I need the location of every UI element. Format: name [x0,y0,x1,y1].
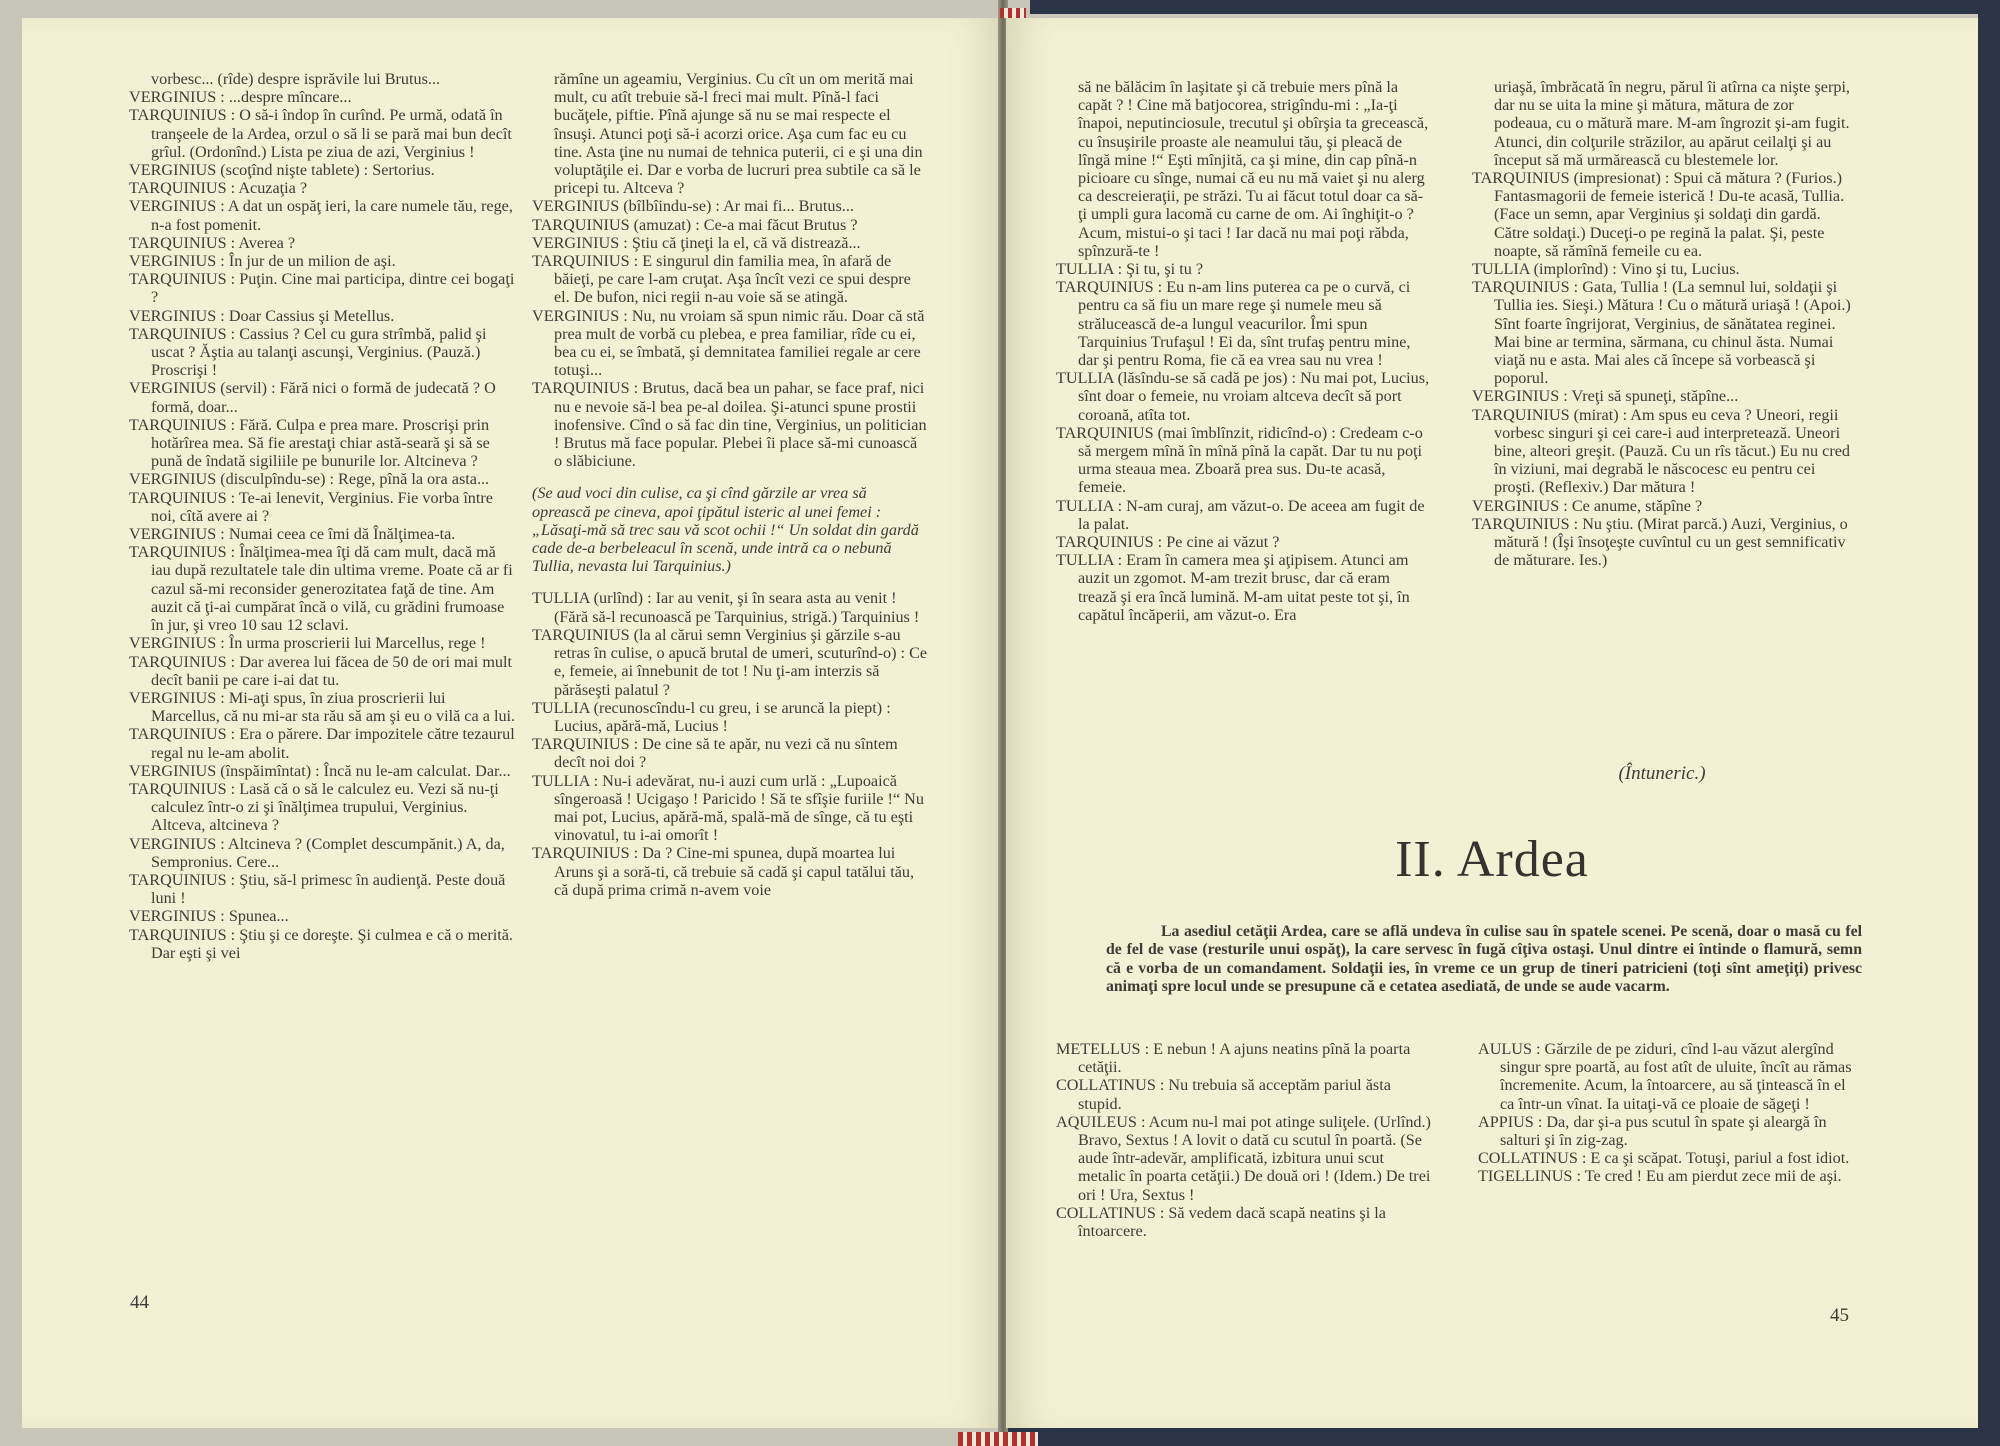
dialogue-line: TARQUINIUS : Înălţimea-mea îţi dă cam mult, dacă mă iau după rezultatele tale din ultima vreme. Poate că ar fi cazul să-mi reconsider generozitatea faţă de tine. Am auzit că ţi-ai cumpărat încă o vilă, cu grădini frumoase în jur, şi vreo 10 sau 12 sclavi. [129,543,513,635]
dialogue-line: rămîne un ageamiu, Verginius. Cu cît un om merită mai mult, cu atît trebuie să-l freci mai mult. Pînă-l faci bucăţele, piftie. Pînă ajunge să nu se mai respecte el însuşi. Atunci poţi să-i acorzi orice. Aşa cum fac eu cu tine. Asta ţine nu numai de tehnica puterii, ci e şi una din voluptăţile ei. Dar e vorba de lucruri prea subtile ca să le pricepi tu. Altceva ? [554,70,923,198]
dialogue-line: VERGINIUS (servil) : Fără nici o formă de judecată ? O formă, doar... [129,379,496,416]
dialogue-line: TARQUINIUS : Te-ai lenevit, Verginius. Fie vorba între noi, cîtă avere ai ? [129,488,493,525]
dialogue-line: VERGINIUS : Spunea... [129,907,289,926]
right-page [1006,18,1978,1428]
dialogue-line: TARQUINIUS : Lasă că o să le calculez eu. Vezi să nu-ţi calculez într-o zi şi înălţimea trupului, Verginius. Altceva, altcineva ? [129,779,499,835]
dialogue-line: TIGELLINUS : Te cred ! Eu am pierdut zece mii de aşi. [1478,1167,1842,1186]
dialogue-line: TARQUINIUS : Dar averea lui făcea de 50 de ori mai mult decît banii pe care i-ai dat tu. [129,652,513,689]
dialogue-line: TARQUINIUS : Da ? Cine-mi spunea, după moartea lui Aruns şi a soră-ti, că trebuie să cadă şi capul tatălui tău, că după prima crimă n-avem voie [532,844,915,899]
dialogue-line: COLLATINUS : Să vedem dacă scapă neatins şi la întoarcere. [1056,1203,1386,1241]
dialogue-line: TULLIA : Eram în camera mea şi aţipisem. Atunci am auzit un zgomot. M-am trezit brusc, dar că eram trează şi era încă lumină. M-am uitat peste tot şi, în capătul încăperii, am văzut-o. Era [1056,551,1410,624]
dialogue-line: TARQUINIUS : Fără. Culpa e prea mare. Proscrişi prin hotărîrea mea. Să fie arestaţi chiar astă-seară şi să se pună de îndată sigiliile pe bunurile lor. Altcineva ? [129,415,490,471]
dialogue-line: TULLIA (recunoscîndu-l cu greu, i se aruncă la piept) : Lucius, apără-mă, Lucius ! [532,698,891,735]
dialogue-line: vorbesc... (rîde) despre isprăvile lui Brutus... [151,70,441,88]
book-cover-edge [1006,1428,2000,1446]
dialogue-line: VERGINIUS (bîlbîindu-se) : Ar mai fi... Brutus... [532,197,854,216]
stage-direction-text: La asediul cetăţii Ardea, care se află undeva în culise sau în spatele scenei. Pe scenă, doar o masă cu fel de fel de vase (resturile unui ospăţ), la care servesc în fugă cîţiva ostaşi. Unul dintre ei întinde o flamură, semn că e vorba de un comandament. Soldaţii ies, în vreme ce un grup de tineri patricieni (toţi sînt ameţiţi) privesc animaţi spre locul unde se presupune că e cetatea asediată, de unde se aude vacarm. [1106,923,1862,996]
dialogue-line: VERGINIUS : Altcineva ? (Complet descumpănit.) A, da, Sempronius. Cere... [129,834,505,871]
right-page-column-1 [1056,78,1430,624]
dialogue-line: VERGINIUS : Nu, nu vroiam să spun nimic rău. Doar că stă prea mult de vorbă cu plebea, e prea familiar, rîde cu ei, bea cu ei, se îmbată, şi demnitatea familiei regale ar cere totuşi... [532,306,925,380]
dialogue-line: TARQUINIUS : Gata, Tullia ! (La semnul lui, soldaţii şi Tullia ies. Sieşi.) Mătura ! Cu o mătură uriaşă ! (Apoi.) Sînt foarte îngrijorat, Verginius, de sănătatea reginei. Mai bine ar termina, sărmana, cu chinul ăsta. Numai viaţă nu e asta. Mai ales că începe să vorbească şi poporul. [1472,278,1851,388]
dialogue-line: APPIUS : Da, dar şi-a pus scutul în spate şi aleargă în salturi şi în zig-zag. [1478,1112,1827,1150]
dialogue-line: VERGINIUS : Numai ceea ce îmi dă Înălţimea-ta. [129,525,456,544]
page-number: 45 [1830,1305,1849,1326]
dialogue-line: TARQUINIUS : Acuzaţia ? [129,179,308,198]
right-page-column-2 [1472,78,1852,569]
dialogue-line: TULLIA : Nu-i adevărat, nu-i auzi cum urlă : „Lupoaică sîngeroasă ! Ucigaşo ! Paricido ! Să te sfîşie furiile !“ Nu mai pot, Lucius, apără-mă, spală-mă de sînge, că tu eşti vinovatul, tu i-ai omorît ! [532,771,924,845]
dialogue-line: TARQUINIUS : Averea ? [129,233,296,252]
left-page-column-1 [129,70,516,962]
dialogue-line: TARQUINIUS : Eu n-am lins puterea ca pe o curvă, ci pentru ca să fiu un mare rege şi numele meu să strălucească de-a lungul veacurilor. Îmi spun Tarquinius Trufaşul ! Ei da, sînt trufaş pentru mine, dar şi pentru Roma, fie că ea vrea sau nu vrea ! [1056,278,1411,370]
dialogue-line: TULLIA : Şi tu, şi tu ? [1056,260,1204,279]
stage-direction [1106,923,1862,997]
dialogue-line: TARQUINIUS : De cine să te apăr, nu vezi că nu sîntem decît noi doi ? [532,735,898,772]
dialogue-line: TARQUINIUS (la al cărui semn Verginius şi gărzile s-au retras în culise, o apucă brutal de umeri, scuturînd-o) : Ce e, femeie, ai înnebunit de tot ! Nu ţi-am interzis să părăseşti palatul ? [532,625,928,699]
dialogue-line: TULLIA (urlînd) : Iar au venit, şi în seara asta au venit ! (Fără să-l recunoască pe Tarquinius, strigă.) Tarquinius ! [532,589,920,626]
dialogue-line: TARQUINIUS : Ştiu şi ce doreşte. Şi culmea e că o merită. Dar eşti şi vei [129,925,513,962]
book-cover-edge [1978,0,2000,1446]
dialogue-line: TARQUINIUS : Cassius ? Cel cu gura strîmbă, palid şi uscat ? Ăştia au talanţi ascunşi, Verginius. (Pauză.) Proscrişi ! [129,324,487,380]
dialogue-line: VERGINIUS : Doar Cassius şi Metellus. [129,306,395,325]
dialogue-line: VERGINIUS : Vreţi să spuneţi, stăpîne... [1472,387,1739,406]
book-cover-edge [1030,0,1990,14]
dialogue-line: VERGINIUS (înspăimîntat) : Încă nu le-am calculat. Dar... [129,761,511,780]
dialogue-line: VERGINIUS (disculpîndu-se) : Rege, pînă la ora asta... [129,470,490,489]
dialogue-line: TARQUINIUS (impresionat) : Spui că mătura ? (Furios.) Fantasmagorii de femeie isterică ! Du-te acasă, Tullia. (Face un semn, apar Verginius şi soldaţi din gardă. Către soldaţi.) Duceţi-o pe regină la palat. Şi, peste noapte, să rămînă femeile cu ea. [1472,169,1845,260]
dialogue-line: TARQUINIUS : E singurul din familia mea, în afară de băieţi, pe care l-am cruţat. Aşa încît vezi ce spui despre el. De bufon, nici regii n-au voie să se atingă. [532,252,911,307]
dialogue-line: METELLUS : E nebun ! A ajuns neatins pînă la poarta cetăţii. [1056,1040,1411,1077]
page-number: 44 [130,1292,149,1313]
dialogue-line: VERGINIUS : A dat un ospăţ ieri, la care numele tău, rege, n-a fost pomenit. [129,197,513,234]
dialogue-line: VERGINIUS : Ştiu că ţineţi la el, că vă distrează... [532,233,861,252]
dialogue-line: TARQUINIUS : Puţin. Cine mai participa, dintre cei bogaţi ? [129,270,515,307]
right-page-column-4 [1478,1040,1854,1186]
dialogue-line: uriaşă, îmbrăcată în negru, părul îi atîrna ca nişte şerpi, dar nu se uita la mine şi mătura, mătura de zor podeaua, cu o mătură mare. M-am îngrozit şi-am fugit. Atunci, din colţurile străzilor, au apărut ceilalţi şi au început să mă urmărească cu blestemele lor. [1494,78,1850,169]
dialogue-line: VERGINIUS : ...despre mîncare... [129,88,352,107]
stage-note: (Întuneric.) [1618,763,1706,784]
right-page-column-3 [1056,1040,1432,1240]
dialogue-line: TULLIA (lăsîndu-se să cadă pe jos) : Nu mai pot, Lucius, sînt doar o femeie, nu vroiam altceva decît să port coroană, atîta tot. [1056,369,1430,424]
left-page [22,18,1000,1428]
dialogue-line: TARQUINIUS : Nu ştiu. (Mirat parcă.) Auzi, Verginius, o mătură ! (Îşi însoţeşte cuvîntul cu un gest semnificativ de măturare. Ies.) [1472,514,1848,570]
dialogue-line: TARQUINIUS : Pe cine ai văzut ? [1056,533,1280,552]
dialogue-line: TARQUINIUS : Era o părere. Dar impozitele către tezaurul regal nu le-am abolit. [129,725,515,762]
bookmark-ribbon [1000,8,1026,18]
stage-direction-paragraph: (Se aud voci din culise, ca şi cînd gărzile ar vrea să oprească pe cineva, apoi ţipătul isteric al unei femei : „Lăsaţi-mă să trec sau vă scot ochii !“ Un soldat din gardă cade de-a berbeleacul în scenă, unde intră ca o nebună Tullia, nevasta lui Tarquinius.) [532,484,919,576]
dialogue-line: TULLIA (implorînd) : Vino şi tu, Lucius. [1472,260,1740,279]
dialogue-line: COLLATINUS : Nu trebuia să acceptăm pariul ăsta stupid. [1056,1076,1391,1113]
dialogue-line: TARQUINIUS (mirat) : Am spus eu ceva ? Uneori, regii vorbesc singuri şi cei care-i aud interpretează. Uneori bine, alteori greşit. (Pauză. Cu un rîs tăcut.) Eu nu cred în viziuni, mai degrabă le născocesc eu pentru cei proşti. (Reflexiv.) Dar mătura ! [1472,405,1851,497]
dialogue-line: AQUILEUS : Acum nu-l mai pot atinge suliţele. (Urlînd.) Bravo, Sextus ! A lovit o dată cu scutul în poartă. (Se aude într-adevăr, amplificată, izbitura unui scut metalic în poarta cetăţii.) De două ori ! (Idem.) De trei ori ! Ura, Sextus ! [1056,1112,1431,1204]
dialogue-line: COLLATINUS : E ca şi scăpat. Totuşi, pariul a fost idiot. [1478,1149,1850,1168]
dialogue-line: TARQUINIUS (amuzat) : Ce-a mai făcut Brutus ? [532,215,858,234]
dialogue-line: să ne bălăcim în laşitate şi că trebuie mers pînă la capăt ? ! Cine mă batjocorea, strigîndu-mi : „Ia-ţi înapoi, neputinciosule, trecutul şi obîrşia ta grecească, cu însuşirile proaste ale neamului tău, şi pleacă de lîngă mine !“ Eşti mînjită, ca şi mine, din cap pînă-n picioare cu sînge, numai că eu nu mă vaiet şi nu alerg ca descreieraţii, pe străzi. Tu ai făcut totul doar ca să-ţi umpli gura lacomă cu carne de om. Ai înghiţit-o ? Acum, mistui-o şi taci ! Iar dacă nu mai poţi răbda, spînzură-te ! [1078,78,1429,260]
dialogue-line: TARQUINIUS (mai îmblînzit, ridicînd-o) : Credeam c-o să mergem mînă în mînă pînă la capăt. Dar tu nu poţi urma steaua mea. Zboară prea sus. Du-te acasă, femeie. [1056,423,1423,497]
dialogue-line: TARQUINIUS : Brutus, dacă bea un pahar, se face praf, nici nu e nevoie să-l bea pe-al doilea. Şi-atunci spune prostii inofensive. Cînd o să fac din tine, Verginius, un politician ! Brutus mă face popular. Plebei îi place să-mi cunoască o slăbiciune. [532,379,927,471]
dialogue-line: VERGINIUS : Ce anume, stăpîne ? [1472,496,1703,515]
dialogue-line: TARQUINIUS : Ştiu, să-l primesc în audienţă. Peste două luni ! [129,870,506,908]
bookmark-ribbon [958,1432,1038,1446]
dialogue-line: VERGINIUS : În urma proscrierii lui Marcellus, rege ! [129,634,486,653]
dialogue-line: VERGINIUS : În jur de un milion de aşi. [129,252,396,271]
left-page-column-2 [532,70,928,899]
dialogue-line: AULUS : Gărzile de pe ziduri, cînd l-au văzut alergînd singur spre poartă, au fost atît de uluite, încît au rămas încremenite. Acum, la întoarcere, au să ţintească în el ca într-un vînat. Ia uitaţi-vă ce ploaie de săgeţi ! [1478,1040,1852,1113]
dialogue-line: VERGINIUS (scoţînd nişte tablete) : Sertorius. [129,161,435,180]
dialogue-line: TARQUINIUS : O să-i îndop în curînd. Pe urmă, odată în tranşeele de la Ardea, orzul o să li se pară mai bun decît grîul. (Ordonînd.) Lista pe ziua de azi, Verginius ! [129,106,512,161]
dialogue-line: TULLIA : N-am curaj, am văzut-o. De aceea am fugit de la palat. [1056,496,1425,533]
act-title: II. Ardea [1395,831,1589,888]
dialogue-line: VERGINIUS : Mi-aţi spus, în ziua proscrierii lui Marcellus, că nu mi-ar sta rău să am şi eu o vilă ca a lui. [129,688,516,726]
